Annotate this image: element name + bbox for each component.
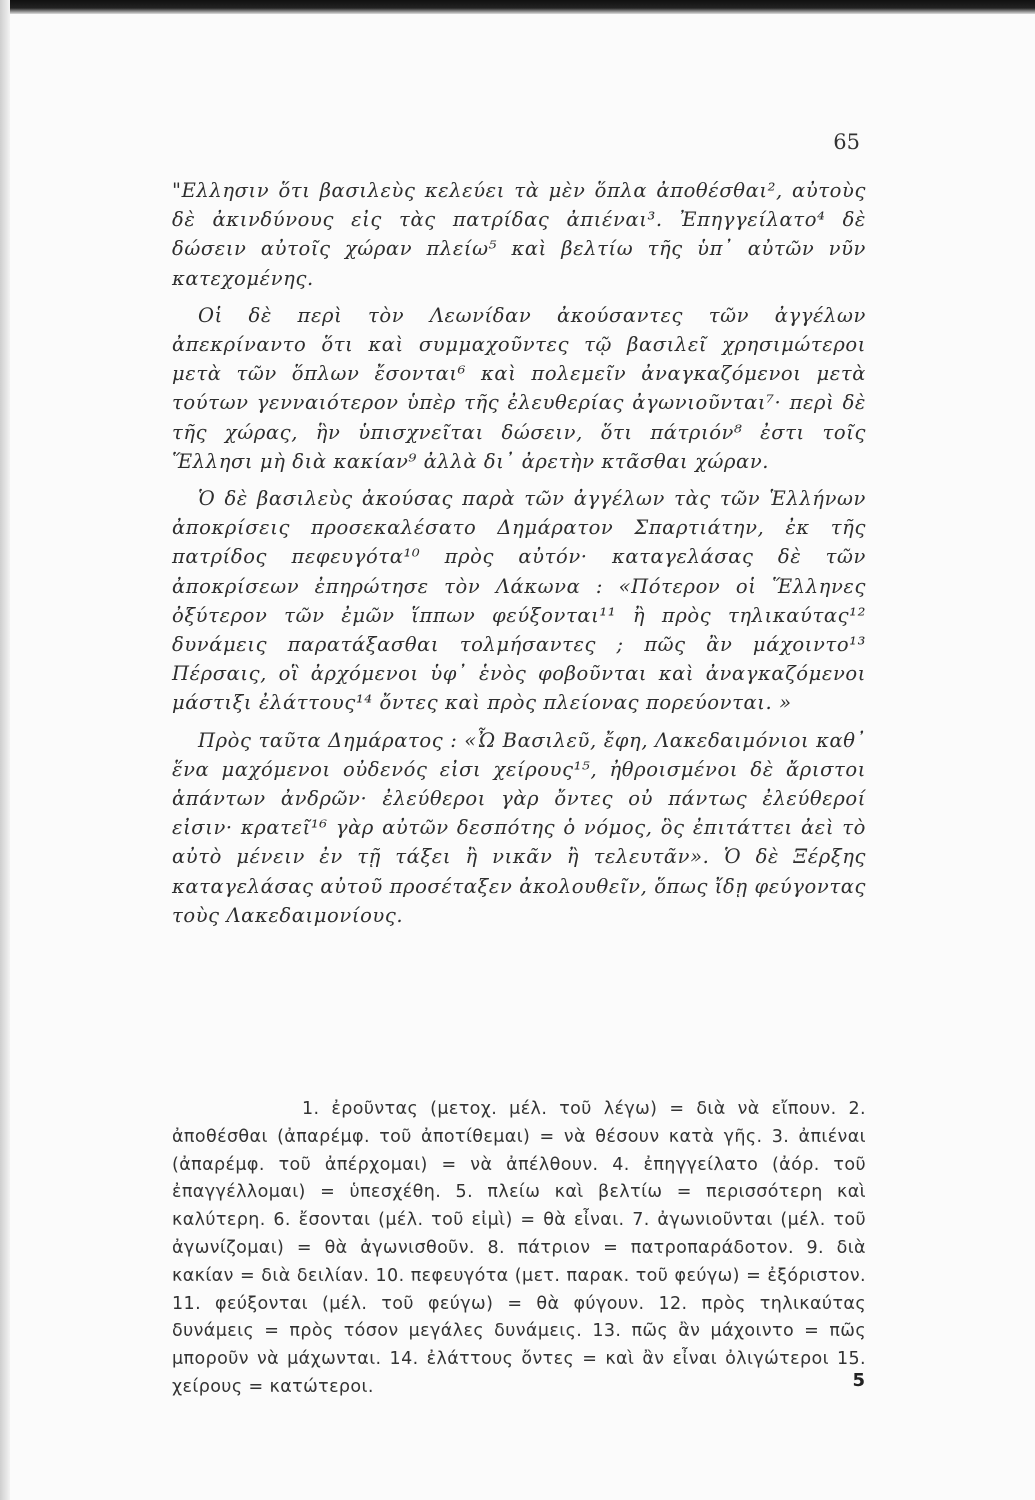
paragraph-4: Πρὸς ταῦτα Δημάρατος : «Ὦ Βασιλεῦ, ἔφη, Λακεδαιμόνιοι καθ᾽ ἕνα μαχόμενοι οὐδενός εἰσι χείρους¹⁵, ἠθροισμένοι δὲ ἄριστοι ἁπάντων ἀνδρῶν· ἐλεύθεροι γὰρ ὄντες οὐ πάντως ἐλεύθεροί εἰσιν· κρατεῖ¹⁶ γὰρ αὐτῶν δεσπότης ὁ νόμος, ὃς ἐπιτάττει ἀεὶ τὸ αὐτὸ μένειν ἐν τῇ τάξει ἢ νικᾶν ἢ τελευτᾶν». Ὁ δὲ Ξέρξης καταγελάσας αὐτοῦ προσέταξεν ἀκολουθεῖν, ὅπως ἴδῃ φεύγοντας τοὺς Λακεδαιμονίους.	[172, 728, 866, 927]
footnotes-text: 1. ἐροῦντας (μετοχ. μέλ. τοῦ λέγω) = διὰ νὰ εἴπουν. 2. ἀποθέσθαι (ἀπαρέμφ. τοῦ ἀποτίθεμαι) = νὰ θέσουν κατὰ γῆς. 3. ἀπιέναι (ἀπαρέμφ. τοῦ ἀπέρχομαι) = νὰ ἀπέλθουν. 4. ἐπηγγείλατο (ἀόρ. τοῦ ἐπαγγέλλομαι) = ὑπεσχέθη. 5. πλείω καὶ βελτίω = περισσότερη καὶ καλύτερη. 6. ἔσονται (μέλ. τοῦ εἰμὶ) = θὰ εἶναι. 7. ἀγωνιοῦνται (μέλ. τοῦ ἀγωνίζομαι) = θὰ ἀγωνισθοῦν. 8. πάτριον = πατροπαράδοτον. 9. διὰ κακίαν = διὰ δειλίαν. 10. πεφευγότα (μετ. παρακ. τοῦ φεύγω) = ἐξόριστον. 11. φεύξονται (μέλ. τοῦ φεύγω) = θὰ φύγουν. 12. πρὸς τηλικαύτας δυνάμεις = πρὸς τόσον μεγάλες δυνάμεις. 13. πῶς ἂν μάχοιντο = πῶς μποροῦν νὰ μάχωνται. 14. ἐλάττους ὄντες = καὶ ἂν εἶναι ὀλιγώτεροι 15. χείρους = κατώτεροι.	[172, 1099, 866, 1397]
paragraph-1: "Ελλησιν ὅτι βασιλεὺς κελεύει τὰ μὲν ὅπλα ἀποθέσθαι², αὐτοὺς δὲ ἀκινδύνους εἰς τὰς πατρίδας ἀπιέναι³. Ἐπηγγείλατο⁴ δὲ δώσειν αὐτοῖς χώραν πλείω⁵ καὶ βελτίω τῆς ὑπ᾽ αὐτῶν νῦν κατεχομένης.	[172, 179, 866, 290]
scan-top-edge	[0, 0, 1035, 14]
page-number: 65	[833, 130, 860, 154]
paragraph-2: Οἱ δὲ περὶ τὸν Λεωνίδαν ἀκούσαντες τῶν ἀγγέλων ἀπεκρίναντο ὅτι καὶ συμμαχοῦντες τῷ βασιλεῖ χρησιμώτεροι μετὰ τῶν ὅπλων ἔσονται⁶ καὶ πολεμεῖν ἀναγκαζόμενοι μετὰ τούτων γενναιότερον ὑπὲρ τῆς ἐλευθερίας ἀγωνιοῦνται⁷· περὶ δὲ τῆς χώρας, ἣν ὑπισχνεῖται δώσειν, ὅτι πάτριόν⁸ ἐστι τοῖς Ἕλλησι μὴ διὰ κακίαν⁹ ἀλλὰ δι᾽ ἀρετὴν κτᾶσθαι χώραν.	[172, 303, 866, 473]
signature-mark: 5	[852, 1370, 865, 1391]
footnotes	[172, 1096, 866, 1402]
main-text	[172, 176, 866, 938]
paragraph-3: Ὁ δὲ βασιλεὺς ἀκούσας παρὰ τῶν ἀγγέλων τὰς τῶν Ἑλλήνων ἀποκρίσεις προσεκαλέσατο Δημάρατον Σπαρτιάτην, ἐκ τῆς πατρίδος πεφευγότα¹⁰ πρὸς αὐτόν· καταγελάσας δὲ τῶν ἀποκρίσεων ἐπηρώτησε τὸν Λάκωνα : «Πότερον οἱ Ἕλληνες ὀξύτερον τῶν ἐμῶν ἵππων φεύξονται¹¹ ἢ πρὸς τηλικαύτας¹² δυνάμεις παρατάξασθαι τολμήσαντες ; πῶς ἂν μάχοιντο¹³ Πέρσαις, οἳ ἀρχόμενοι ὑφ᾽ ἑνὸς φοβοῦνται καὶ ἀναγκαζόμενοι μάστιξι ἐλάττους¹⁴ ὄντες καὶ πρὸς πλείονας πορεύονται. »	[172, 487, 866, 715]
scan-left-edge	[0, 0, 10, 1500]
